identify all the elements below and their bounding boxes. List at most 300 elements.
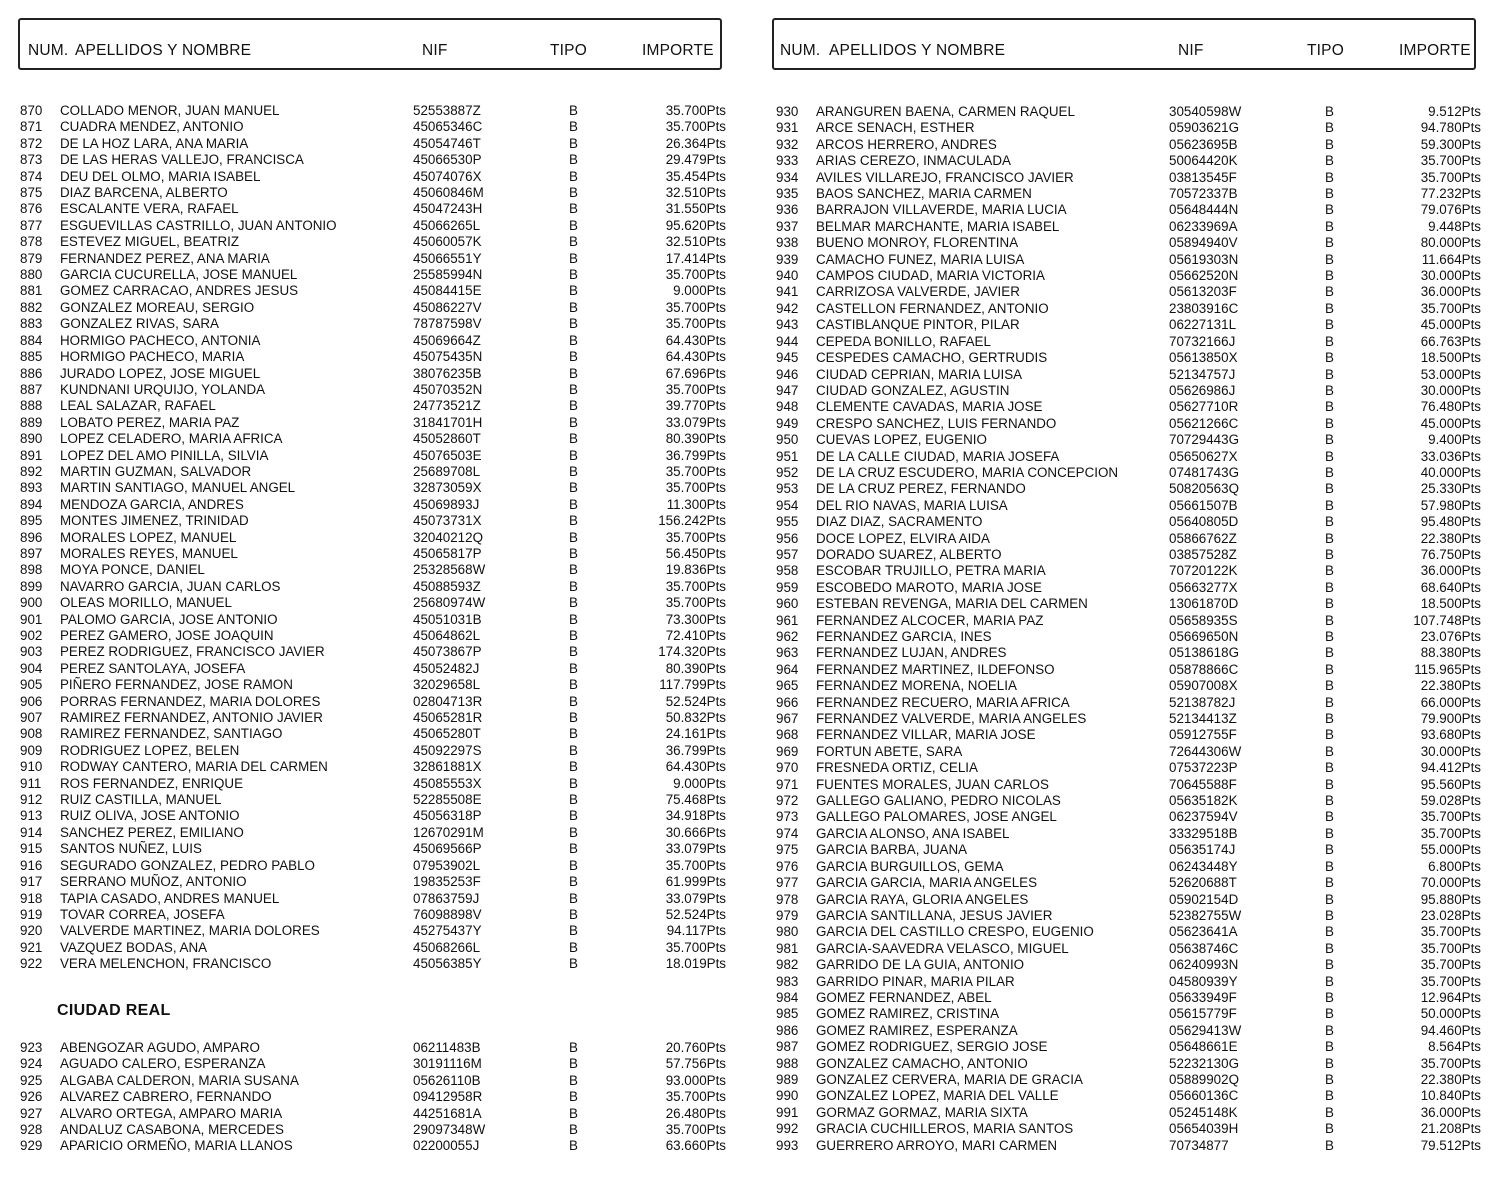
list-item: [776, 432, 1486, 448]
row-name: FERNANDEZ VALVERDE, MARIA ANGELES: [816, 711, 1087, 727]
row-nif: 52232130G: [1169, 1055, 1239, 1071]
row-tipo: B: [569, 792, 578, 808]
row-number: 872: [20, 135, 43, 151]
list-item: [20, 316, 740, 332]
row-nif: 05640805D: [1169, 514, 1239, 530]
list-item: [776, 662, 1486, 678]
row-importe: 35.700Pts: [665, 316, 726, 332]
list-item: [20, 677, 740, 693]
row-name: FERNANDEZ GARCIA, INES: [816, 629, 992, 644]
row-tipo: B: [569, 742, 578, 758]
row-importe: 11.300Pts: [666, 496, 726, 512]
row-importe: 36.000Pts: [1420, 563, 1481, 579]
list-item: [20, 431, 740, 447]
row-name: GARCIA GARCIA, MARIA ANGELES: [816, 875, 1038, 891]
row-importe: 25.330Pts: [1420, 481, 1481, 497]
list-item: [20, 1040, 740, 1056]
row-importe: 68.640Pts: [1420, 579, 1481, 595]
row-number: 956: [776, 530, 799, 546]
row-name: RODWAY CANTERO, MARIA DEL CARMEN: [60, 759, 328, 775]
row-number: 929: [20, 1138, 43, 1154]
row-nif: 05663277X: [1169, 579, 1238, 595]
row-tipo: B: [1325, 1055, 1334, 1071]
row-number: 912: [20, 792, 43, 808]
row-importe: 35.700Pts: [1420, 300, 1481, 316]
row-name: MOYA PONCE, DANIEL: [60, 562, 205, 578]
row-nif: 07953902L: [413, 857, 481, 873]
row-number: 870: [20, 103, 43, 118]
row-nif: 25680974W: [413, 595, 486, 611]
row-tipo: B: [569, 906, 578, 922]
row-name: VAZQUEZ BODAS, ANA: [60, 939, 208, 955]
row-tipo: B: [1325, 776, 1334, 792]
list-item: [776, 580, 1486, 596]
list-item: [20, 119, 740, 135]
row-name: PALOMO GARCIA, JOSE ANTONIO: [60, 611, 278, 627]
row-nif: 04580939Y: [1169, 973, 1238, 989]
row-number: 923: [20, 1040, 43, 1055]
row-importe: 23.076Pts: [1420, 629, 1481, 644]
row-importe: 35.700Pts: [665, 939, 726, 955]
row-nif: 02804713R: [413, 693, 483, 709]
row-importe: 20.760Pts: [665, 1040, 726, 1055]
row-tipo: B: [569, 923, 578, 939]
list-item: [20, 579, 740, 595]
row-nif: 45054746T: [413, 135, 481, 151]
row-importe: 57.756Pts: [665, 1056, 726, 1072]
list-item: [776, 252, 1486, 268]
row-number: 952: [776, 464, 799, 480]
list-item: [776, 777, 1486, 793]
row-name: DEU DEL OLMO, MARIA ISABEL: [60, 168, 261, 184]
list-item: [20, 546, 740, 562]
row-nif: 45066551Y: [413, 250, 482, 266]
row-nif: 05138618G: [1169, 645, 1239, 661]
row-nif: 07481743G: [1169, 464, 1239, 480]
row-tipo: B: [569, 135, 578, 151]
row-number: 939: [776, 251, 799, 267]
table-header-left: [18, 18, 722, 70]
list-item: [20, 940, 740, 956]
row-importe: 56.450Pts: [665, 545, 726, 561]
list-item: [20, 497, 740, 513]
row-nif: 45074076X: [413, 168, 482, 184]
list-item: [776, 383, 1486, 399]
row-nif: 06211483B: [413, 1040, 481, 1055]
row-importe: 156.242Pts: [658, 513, 726, 529]
row-tipo: B: [569, 595, 578, 611]
list-right: [776, 104, 1486, 1154]
row-importe: 31.550Pts: [665, 201, 726, 217]
row-number: 915: [20, 841, 43, 857]
row-name: DORADO SUAREZ, ALBERTO: [816, 546, 1002, 562]
list-item: [20, 103, 740, 119]
list-item: [20, 891, 740, 907]
row-name: FERNANDEZ MARTINEZ, ILDEFONSO: [816, 661, 1055, 677]
row-importe: 33.036Pts: [1420, 448, 1481, 464]
row-number: 980: [776, 924, 799, 940]
list-item: [776, 924, 1486, 940]
row-importe: 18.019Pts: [665, 956, 726, 972]
list-item: [20, 792, 740, 808]
row-importe: 35.700Pts: [1420, 924, 1481, 940]
row-importe: 22.380Pts: [1420, 530, 1481, 546]
row-name: COLLADO MENOR, JUAN MANUEL: [60, 103, 280, 118]
list-item: [20, 726, 740, 742]
row-nif: 45047243H: [413, 201, 483, 217]
row-number: 876: [20, 201, 43, 217]
row-importe: 50.000Pts: [1420, 1006, 1481, 1022]
row-number: 874: [20, 168, 43, 184]
row-number: 918: [20, 890, 43, 906]
list-item: [776, 990, 1486, 1006]
row-importe: 35.700Pts: [665, 463, 726, 479]
row-tipo: B: [1325, 727, 1334, 743]
row-name: GARCIA CUCURELLA, JOSE MANUEL: [60, 267, 298, 283]
list-item: [776, 334, 1486, 350]
row-number: 903: [20, 644, 43, 660]
row-name: GALLEGO GALIANO, PEDRO NICOLAS: [816, 793, 1061, 809]
row-name: FERNANDEZ ALCOCER, MARIA PAZ: [816, 612, 1044, 628]
list-item: [20, 201, 740, 217]
row-number: 988: [776, 1055, 799, 1071]
row-tipo: B: [1325, 809, 1334, 825]
row-importe: 30.000Pts: [1420, 743, 1481, 759]
row-number: 971: [776, 776, 799, 792]
row-name: RUIZ CASTILLA, MANUEL: [60, 792, 222, 808]
row-number: 919: [20, 906, 43, 922]
row-tipo: B: [1325, 497, 1334, 513]
table-header-right: [772, 18, 1476, 70]
row-name: GRACIA CUCHILLEROS, MARIA SANTOS: [816, 1121, 1074, 1137]
row-name: GOMEZ RAMIREZ, CRISTINA: [816, 1006, 1000, 1022]
row-importe: 95.880Pts: [1420, 891, 1481, 907]
row-importe: 33.079Pts: [665, 414, 726, 430]
row-tipo: B: [1325, 973, 1334, 989]
row-name: DE LA CRUZ ESCUDERO, MARIA CONCEPCION: [816, 464, 1119, 480]
row-nif: 06227131L: [1169, 317, 1237, 333]
row-importe: 24.161Pts: [665, 726, 726, 742]
row-nif: 52138782J: [1169, 694, 1236, 710]
row-nif: 70645588F: [1169, 776, 1237, 792]
row-tipo: B: [569, 759, 578, 775]
row-name: CIUDAD CEPRIAN, MARIA LUISA: [816, 366, 1023, 382]
row-name: CUADRA MENDEZ, ANTONIO: [60, 119, 244, 135]
row-tipo: B: [569, 677, 578, 693]
row-number: 951: [776, 448, 799, 464]
row-importe: 39.770Pts: [665, 398, 726, 414]
list-item: [20, 644, 740, 660]
row-importe: 18.500Pts: [1420, 350, 1481, 366]
row-number: 890: [20, 431, 43, 447]
row-number: 963: [776, 645, 799, 661]
row-importe: 61.999Pts: [665, 874, 726, 890]
row-name: MONTES JIMENEZ, TRINIDAD: [60, 513, 249, 529]
row-name: BUENO MONROY, FLORENTINA: [816, 235, 1019, 251]
row-tipo: B: [569, 283, 578, 299]
row-nif: 45060057K: [413, 234, 482, 250]
row-importe: 32.510Pts: [665, 234, 726, 250]
row-name: TOVAR CORREA, JOSEFA: [60, 906, 225, 922]
row-name: CRESPO SANCHEZ, LUIS FERNANDO: [816, 415, 1057, 431]
row-nif: 25585994N: [413, 267, 483, 283]
row-tipo: B: [1325, 514, 1334, 530]
row-number: 958: [776, 563, 799, 579]
row-name: CESPEDES CAMACHO, GERTRUDIS: [816, 350, 1048, 366]
row-nif: 45092297S: [413, 742, 482, 758]
row-nif: 45070352N: [413, 381, 483, 397]
list-item: [20, 743, 740, 759]
row-number: 970: [776, 760, 799, 776]
row-importe: 53.000Pts: [1420, 366, 1481, 382]
row-nif: 45060846M: [413, 185, 484, 201]
row-nif: 45051031B: [413, 611, 482, 627]
row-tipo: B: [1325, 120, 1334, 136]
row-name: CARRIZOSA VALVERDE, JAVIER: [816, 284, 1020, 300]
row-tipo: B: [1325, 661, 1334, 677]
row-nif: 52134757J: [1169, 366, 1236, 382]
row-name: ALGABA CALDERON, MARIA SUSANA: [60, 1072, 299, 1088]
row-name: ESGUEVILLAS CASTRILLO, JUAN ANTONIO: [60, 217, 337, 233]
row-name: LOPEZ CELADERO, MARIA AFRICA: [60, 431, 283, 447]
row-importe: 30.000Pts: [1420, 268, 1481, 284]
row-tipo: B: [569, 349, 578, 365]
row-importe: 10.840Pts: [1420, 1088, 1481, 1104]
list-item: [20, 841, 740, 857]
row-importe: 35.700Pts: [1420, 809, 1481, 825]
row-number: 875: [20, 185, 43, 201]
row-name: DIAZ BARCENA, ALBERTO: [60, 185, 228, 201]
row-tipo: B: [569, 463, 578, 479]
row-importe: 80.390Pts: [665, 431, 726, 447]
list-item: [20, 464, 740, 480]
row-name: GOMEZ RAMIREZ, ESPERANZA: [816, 1022, 1018, 1038]
row-nif: 05648661E: [1169, 1039, 1238, 1055]
row-nif: 05635182K: [1169, 793, 1238, 809]
row-nif: 06233969A: [1169, 218, 1238, 234]
row-name: LOPEZ DEL AMO PINILLA, SILVIA: [60, 447, 269, 463]
row-tipo: B: [1325, 1137, 1334, 1153]
row-name: CIUDAD GONZALEZ, AGUSTIN: [816, 382, 1010, 398]
row-tipo: B: [569, 250, 578, 266]
row-name: NAVARRO GARCIA, JUAN CARLOS: [60, 578, 281, 594]
row-tipo: B: [1325, 169, 1334, 185]
row-nif: 45084415E: [413, 283, 482, 299]
row-name: ABENGOZAR AGUDO, AMPARO: [60, 1040, 260, 1055]
row-importe: 35.700Pts: [1420, 940, 1481, 956]
list-item: [776, 793, 1486, 809]
list-item: [20, 300, 740, 316]
row-number: 893: [20, 480, 43, 496]
list-item: [20, 694, 740, 710]
list-item: [776, 859, 1486, 875]
row-importe: 40.000Pts: [1420, 464, 1481, 480]
list-item: [20, 808, 740, 824]
row-tipo: B: [569, 529, 578, 545]
row-nif: 70572337B: [1169, 186, 1238, 202]
row-number: 985: [776, 1006, 799, 1022]
row-importe: 115.965Pts: [1414, 661, 1481, 677]
row-importe: 35.700Pts: [1420, 957, 1481, 973]
row-tipo: B: [569, 316, 578, 332]
row-number: 926: [20, 1089, 43, 1105]
row-name: GUERRERO ARROYO, MARI CARMEN: [816, 1137, 1058, 1153]
row-tipo: B: [1325, 464, 1334, 480]
list-item: [776, 727, 1486, 743]
list-item: [776, 1072, 1486, 1088]
row-number: 941: [776, 284, 799, 300]
row-importe: 66.000Pts: [1420, 694, 1481, 710]
row-importe: 6.800Pts: [1428, 858, 1481, 874]
row-importe: 55.000Pts: [1420, 842, 1481, 858]
row-number: 932: [776, 136, 799, 152]
list-item: [776, 514, 1486, 530]
row-tipo: B: [1325, 907, 1334, 923]
list-item: [20, 1138, 740, 1154]
row-tipo: B: [1325, 530, 1334, 546]
list-item: [776, 1006, 1486, 1022]
row-importe: 80.390Pts: [665, 660, 726, 676]
row-nif: 06237594V: [1169, 809, 1238, 825]
row-tipo: B: [1325, 891, 1334, 907]
list-item: [20, 283, 740, 299]
row-tipo: B: [569, 693, 578, 709]
list-item: [20, 448, 740, 464]
row-importe: 26.480Pts: [665, 1105, 726, 1121]
row-number: 899: [20, 578, 43, 594]
row-name: GARRIDO PINAR, MARIA PILAR: [816, 973, 1015, 989]
row-tipo: B: [569, 710, 578, 726]
row-importe: 63.660Pts: [665, 1138, 726, 1154]
row-importe: 59.028Pts: [1420, 793, 1481, 809]
row-nif: 05623641A: [1169, 924, 1238, 940]
row-nif: 05654039H: [1169, 1121, 1239, 1137]
list-item: [20, 152, 740, 168]
row-name: AGUADO CALERO, ESPERANZA: [60, 1056, 266, 1072]
row-nif: 06243448Y: [1169, 858, 1238, 874]
row-name: RODRIGUEZ LOPEZ, BELEN: [60, 742, 240, 758]
row-number: 914: [20, 824, 43, 840]
list-item: [20, 776, 740, 792]
row-tipo: B: [569, 447, 578, 463]
row-nif: 07537223P: [1169, 760, 1238, 776]
row-number: 925: [20, 1072, 43, 1088]
list-item: [776, 170, 1486, 186]
row-nif: 05658935S: [1169, 612, 1238, 628]
row-importe: 95.560Pts: [1420, 776, 1481, 792]
row-number: 905: [20, 677, 43, 693]
row-tipo: B: [569, 562, 578, 578]
row-nif: 45075435N: [413, 349, 483, 365]
row-nif: 05912755F: [1169, 727, 1237, 743]
row-number: 908: [20, 726, 43, 742]
row-importe: 95.480Pts: [1420, 514, 1481, 530]
row-number: 972: [776, 793, 799, 809]
row-name: FERNANDEZ RECUERO, MARIA AFRICA: [816, 694, 1070, 710]
row-number: 944: [776, 333, 799, 349]
row-nif: 32873059X: [413, 480, 482, 496]
row-tipo: B: [1325, 793, 1334, 809]
row-name: ARANGUREN BAENA, CARMEN RAQUEL: [816, 104, 1075, 119]
row-number: 936: [776, 202, 799, 218]
row-number: 982: [776, 957, 799, 973]
row-tipo: B: [1325, 563, 1334, 579]
row-importe: 22.380Pts: [1420, 678, 1481, 694]
row-tipo: B: [1325, 596, 1334, 612]
row-tipo: B: [569, 644, 578, 660]
row-nif: 78787598V: [413, 316, 482, 332]
list-item: [20, 382, 740, 398]
row-nif: 05613203F: [1169, 284, 1237, 300]
row-importe: 11.664Pts: [1421, 251, 1481, 267]
row-name: GARCIA ALONSO, ANA ISABEL: [816, 825, 1010, 841]
row-number: 967: [776, 711, 799, 727]
row-name: PEREZ RODRIGUEZ, FRANCISCO JAVIER: [60, 644, 325, 660]
row-nif: 30540598W: [1169, 104, 1242, 119]
row-importe: 94.780Pts: [1420, 120, 1481, 136]
row-number: 993: [776, 1137, 799, 1153]
row-name: HORMIGO PACHECO, ANTONIA: [60, 332, 261, 348]
row-importe: 94.117Pts: [666, 923, 726, 939]
row-number: 871: [20, 119, 43, 135]
row-tipo: B: [569, 267, 578, 283]
list-item: [20, 234, 740, 250]
row-tipo: B: [1325, 218, 1334, 234]
row-name: PIÑERO FERNANDEZ, JOSE RAMON: [60, 677, 293, 693]
row-number: 895: [20, 513, 43, 529]
row-tipo: B: [569, 1105, 578, 1121]
row-name: VALVERDE MARTINEZ, MARIA DOLORES: [60, 923, 320, 939]
row-name: HORMIGO PACHECO, MARIA: [60, 349, 245, 365]
row-nif: 19835253F: [413, 874, 481, 890]
row-importe: 35.700Pts: [1420, 153, 1481, 169]
row-importe: 36.000Pts: [1420, 284, 1481, 300]
row-nif: 52285508E: [413, 792, 482, 808]
row-number: 916: [20, 857, 43, 873]
row-name: DE LA HOZ LARA, ANA MARIA: [60, 135, 249, 151]
row-number: 947: [776, 382, 799, 398]
row-name: APARICIO ORMEÑO, MARIA LLANOS: [60, 1138, 293, 1154]
list-item: [20, 267, 740, 283]
row-nif: 45066265L: [413, 217, 481, 233]
row-tipo: B: [1325, 153, 1334, 169]
row-tipo: B: [1325, 711, 1334, 727]
list-item: [776, 957, 1486, 973]
row-name: ESCOBAR TRUJILLO, PETRA MARIA: [816, 563, 1046, 579]
row-name: GONZALEZ CERVERA, MARIA DE GRACIA: [816, 1071, 1083, 1087]
row-importe: 35.700Pts: [665, 529, 726, 545]
row-importe: 95.620Pts: [665, 217, 726, 233]
row-nif: 32861881X: [413, 759, 482, 775]
row-nif: 05866762Z: [1169, 530, 1237, 546]
row-tipo: B: [1325, 1006, 1334, 1022]
row-importe: 73.300Pts: [665, 611, 726, 627]
row-name: ARCE SENACH, ESTHER: [816, 120, 975, 136]
list-item: [776, 481, 1486, 497]
list-item: [20, 858, 740, 874]
row-tipo: B: [1325, 629, 1334, 644]
row-tipo: B: [569, 545, 578, 561]
row-importe: 30.666Pts: [665, 824, 726, 840]
row-importe: 36.000Pts: [1420, 1104, 1481, 1120]
list-item: [776, 531, 1486, 547]
row-tipo: B: [1325, 317, 1334, 333]
row-tipo: B: [1325, 1088, 1334, 1104]
row-number: 897: [20, 545, 43, 561]
list-item: [776, 235, 1486, 251]
row-name: ALVARO ORTEGA, AMPARO MARIA: [60, 1105, 283, 1121]
list-item: [20, 398, 740, 414]
